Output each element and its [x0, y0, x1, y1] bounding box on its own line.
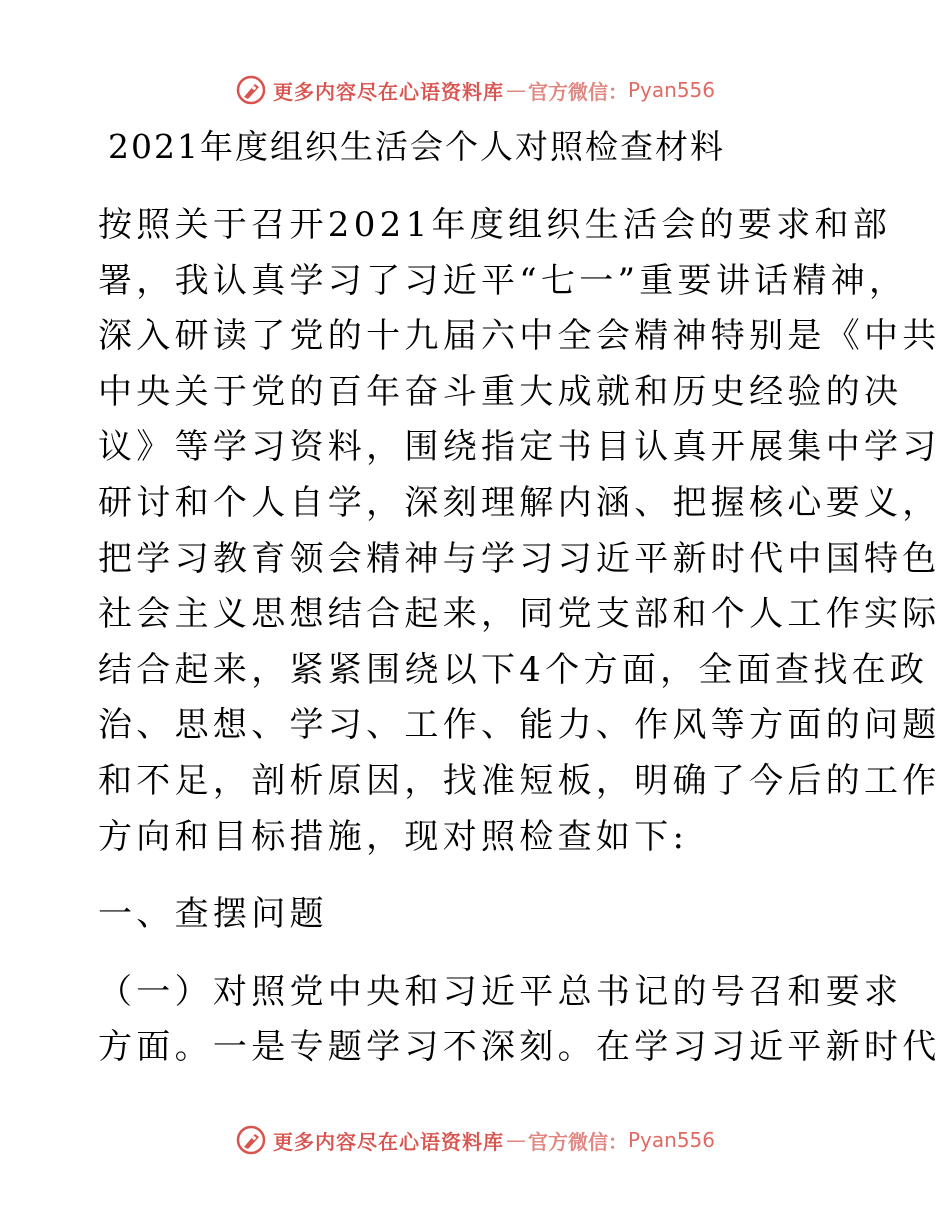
watermark-footer — [0, 1120, 950, 1160]
section-heading — [98, 887, 858, 943]
text-line: 深入研读了党的十九届六中全会精神特别是《中共 — [98, 316, 941, 357]
section-paragraph — [98, 965, 941, 1076]
text-line: 方向和目标措施，现对照检查如下: — [98, 816, 689, 857]
watermark-header — [0, 70, 950, 110]
watermark-text: 更多内容尽在心语资料库 — [272, 1129, 504, 1154]
section-heading-text: 一、查摆问题 — [98, 894, 328, 935]
text-line: 社会主义思想结合起来，同党支部和个人工作实际 — [98, 594, 941, 635]
text-line: 按照关于召开2021年度组织生活会的要求和部 — [98, 205, 892, 245]
watermark-id: Pyan556 — [627, 1128, 715, 1152]
watermark-text: 更多内容尽在心语资料库 — [272, 79, 504, 104]
watermark-id: Pyan556 — [627, 78, 715, 102]
watermark-dash: — — [505, 1128, 526, 1152]
text-line: 方面。一是专题学习不深刻。在学习习近平新时代 — [98, 1027, 941, 1068]
text-line: （一）对照党中央和习近平总书记的号召和要求 — [98, 971, 903, 1012]
text-line: 研讨和个人自学，深刻理解内涵、把握核心要义， — [98, 482, 941, 523]
watermark-dash: — — [505, 78, 526, 102]
watermark-official: 官方微信： — [527, 1129, 628, 1154]
text-line: 治、思想、学习、工作、能力、作风等方面的问题 — [98, 705, 941, 746]
text-line: 把学习教育领会精神与学习习近平新时代中国特色 — [98, 538, 941, 579]
text-line: 议》等学习资料，围绕指定书目认真开展集中学习 — [98, 427, 941, 468]
intro-paragraph — [98, 198, 941, 865]
text-line: 署，我认真学习了习近平“七一”重要讲话精神， — [98, 260, 908, 301]
document-title: 2021年度组织生活会个人对照检查材料 — [108, 127, 725, 166]
watermark-official: 官方微信： — [527, 79, 628, 104]
document-body — [98, 118, 941, 1076]
text-line: 和不足，剖析原因，找准短板，明确了今后的工作 — [98, 760, 941, 801]
text-line: 结合起来，紧紧围绕以下4个方面，全面查找在政 — [98, 649, 929, 690]
pen-nib-circle-icon — [235, 1124, 267, 1156]
pen-nib-circle-icon — [235, 74, 267, 106]
text-line: 中央关于党的百年奋斗重大成就和历史经验的决 — [98, 371, 903, 412]
